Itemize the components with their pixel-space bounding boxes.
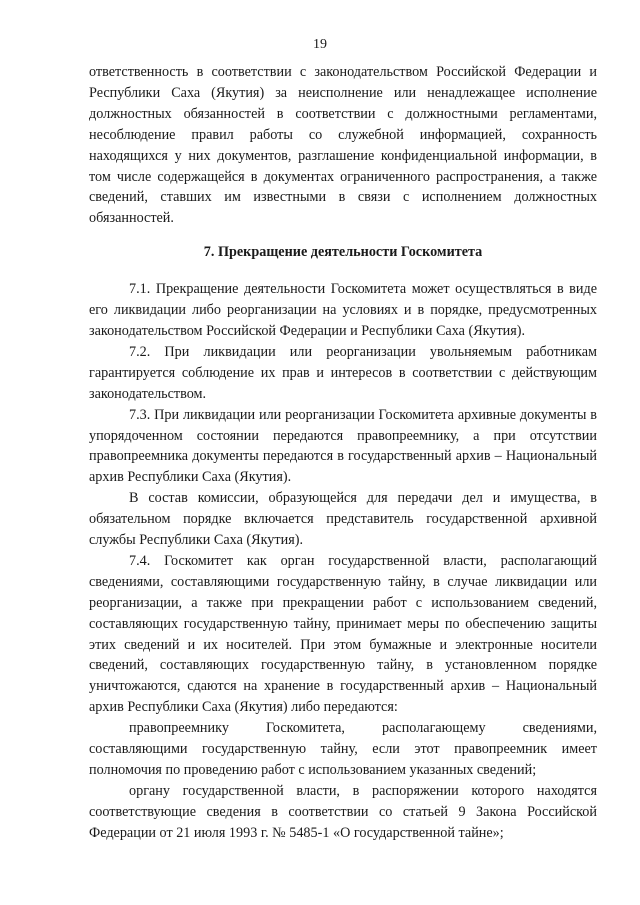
paragraph-7-2: 7.2. При ликвидации или реорганизации увольняемым работникам гарантируется соблюдение их прав и интересов в соответствии с действующим законодательством. <box>89 343 597 402</box>
paragraph-7-3: 7.3. При ликвидации или реорганизации Госкомитета архивные документы в упорядоченном состоянии передаются правопреемнику, а при отсутствии правопреемника документы передаются в государственный архив – Национальный архив Республики Саха (Якутия). <box>89 406 597 486</box>
paragraph-7-4: 7.4. Госкомитет как орган государственной власти, располагающий сведениями, составляющими государственную тайну, в случае ликвидации или реорганизации, а также при прекращении работ с использованием сведений, составляющих государственную тайну, принимает меры по обеспечению защиты этих сведений и их носителей. При этом бумажные и электронные носители сведений, составляющих государственную тайну, в установленном порядке уничтожаются, сдаются на хранение в государственный архив – Национальный архив Республики Саха (Якутия) либо передаются: <box>89 552 597 716</box>
paragraph-7-1: 7.1. Прекращение деятельности Госкомитета может осуществляться в виде его ликвидации либо реорганизации на условиях и в порядке, предусмотренных законодательством Российской Федерации и Республики Саха (Якутия). <box>89 281 597 339</box>
intro-paragraph: ответственность в соответствии с законодательством Российской Федерации и Республики Саха (Якутия) за неисполнение или ненадлежащее исполнение должностных обязанностей в соответствии с должностными регламентами, несоблюдение правил работы со служебной информацией, сохранность находящихся у них документов, разглашение конфиденциальной информации, в том числе содержащейся в документах ограниченного распространения, а также сведений, ставших им известными в связи с исполнением должностных обязанностей. <box>89 64 597 227</box>
page-number: 19 <box>313 37 327 52</box>
document-body <box>89 62 597 844</box>
paragraph-successor: правопреемнику Госкомитета, располагающему сведениями, составляющими государственную тайну, если этот правопреемник имеет полномочия по проведению работ с использованием указанных сведений; <box>89 720 597 778</box>
section-heading: 7. Прекращение деятельности Госкомитета <box>203 244 483 261</box>
paragraph-state-body: органу государственной власти, в распоряжении которого находятся соответствующие сведения в соответствии со статьей 9 Закона Российской Федерации от 21 июля 1993 г. № 5485-1 «О государственной тайне»; <box>89 782 597 841</box>
paragraph-commission: В состав комиссии, образующейся для передачи дел и имущества, в обязательном порядке включается представитель государственной архивной службы Республики Саха (Якутия). <box>89 490 597 549</box>
